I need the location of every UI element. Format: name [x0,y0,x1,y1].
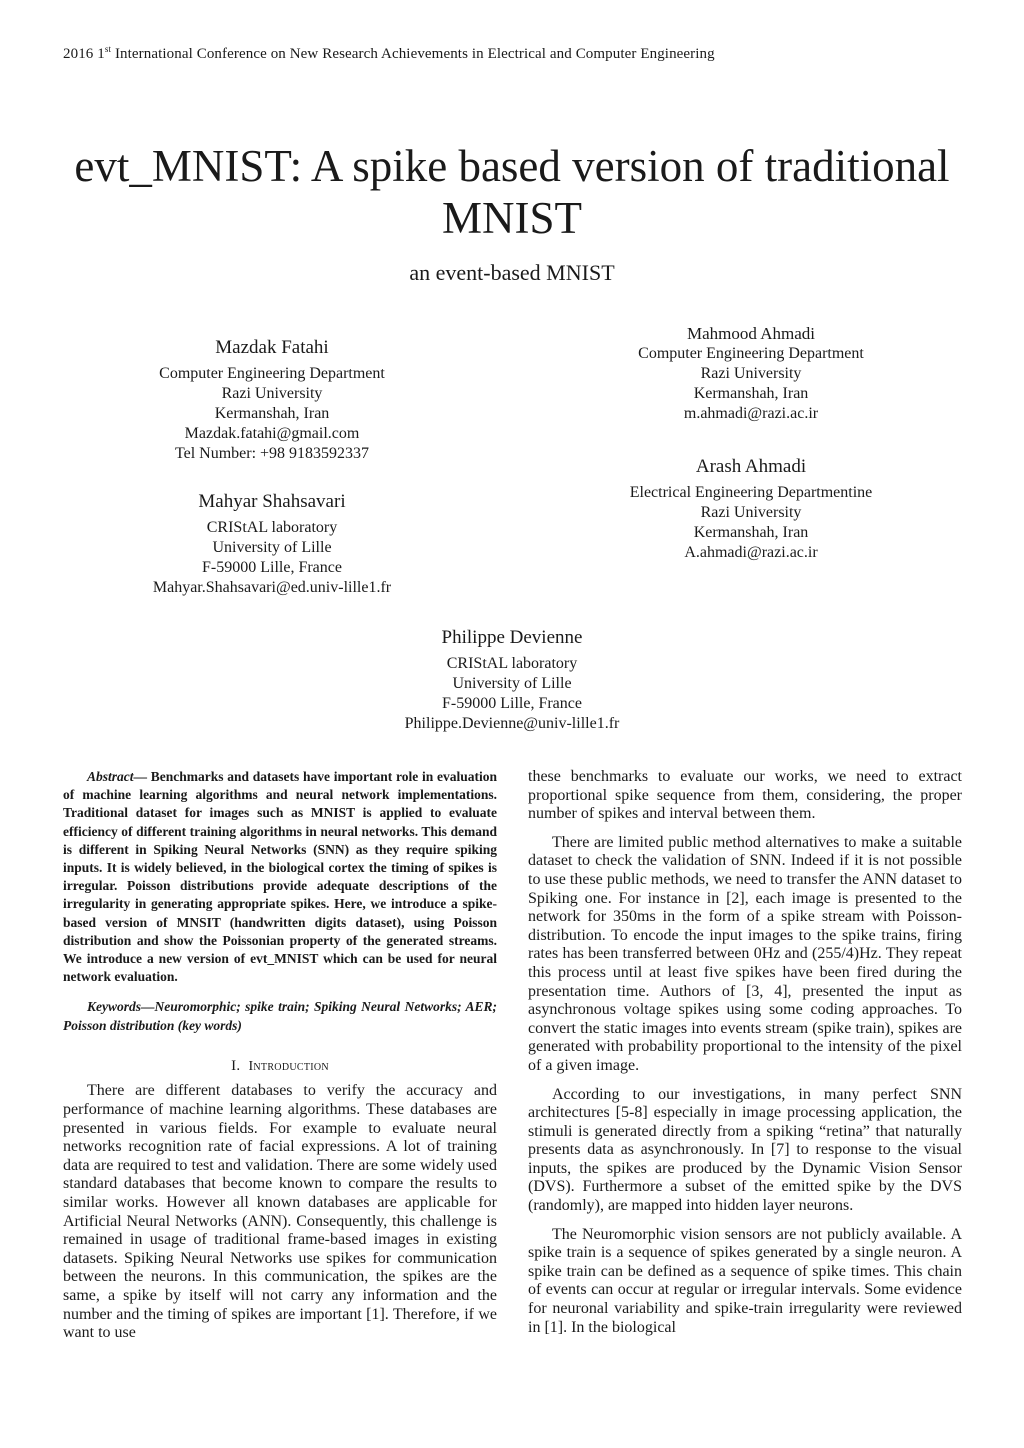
author-email: Mazdak.fatahi@gmail.com [184,425,360,442]
author-email: A.ahmadi@razi.ac.ir [684,544,818,561]
author-block-shahsavari [122,490,422,598]
left-column [63,768,497,1343]
conference-edition: 1 [97,46,105,62]
conference-edition-suffix: st [104,44,112,54]
author-affiliation: CRIStAL laboratory [446,655,578,672]
author-phone: Tel Number: +98 9183592337 [174,445,370,462]
abstract [63,768,497,986]
author-name: Arash Ahmadi [695,456,807,477]
author-university: University of Lille [452,675,572,692]
author-block-arash-ahmadi [601,455,901,563]
author-affiliation: CRIStAL laboratory [206,519,338,536]
author-location: F-59000 Lille, France [202,559,342,576]
author-affiliation: Computer Engineering Department [159,365,385,382]
keywords-text: Neuromorphic; spike train; Spiking Neural Networks; AER; Poisson distribution (key words) [63,999,497,1033]
section-heading-introduction [63,1057,497,1077]
conference-header [63,44,715,63]
author-block-mahmood-ahmadi [601,324,901,424]
body-paragraph: these benchmarks to evaluate our works, we need to extract proportional spike sequence from them, considering, the proper number of spikes and interval between them. [528,768,962,823]
author-location: Kermanshah, Iran [693,524,809,541]
abstract-text: Benchmarks and datasets have important role in evaluation of machine learning algorithms and neural network implementations. Traditional dataset for images such as MNIST is applied to evaluate efficiency of different training algorithms in neural networks. This demand is different in Spiking Neural Networks (SNN) as they require spiking inputs. It is widely believed, in the biological cortex the timing of spikes is irregular. Poisson distributions provide adequate descriptions of the irregularity in generating appropriate spikes. Here, we introduce a spike-based version of MNSIT (handwritten digits dataset), using Poisson distribution and show the Poissonian property of the generated streams. We introduce a new version of evt_MNIST which can be used for neural network evaluation. [63,769,497,985]
section-number: I. [231,1057,241,1074]
author-university: Razi University [700,504,802,521]
abstract-dash: — [133,769,148,784]
author-name: Mahmood Ahmadi [687,324,815,343]
right-column [528,768,962,1347]
conference-name: International Conference on New Research Achievements in Electrical and Computer Engineering [114,46,715,62]
keywords-label: Keywords— [87,999,155,1015]
author-email: Philippe.Devienne@univ-lille1.fr [404,715,620,732]
introduction-paragraph: There are different databases to verify the accuracy and performance of machine learning algorithms. These databases are presented in various fields. For example to evaluate neural networks recognition rate of facial expressions. A lot of training data are required to test and validation. There are some widely used standard databases that become known to compare the results to similar works. However all known databases are applicable for Artificial Neural Networks (ANN). Consequently, this challenge is remained in usage of traditional frame-based images in existing datasets. Spiking Neural Networks use spikes for communication between the neurons. In this communication, the spikes are the same, a spike by itself will not carry any information and the number and the timing of spikes are important [1]. Therefore, if we want to use [63,1082,497,1342]
author-location: F-59000 Lille, France [442,695,582,712]
conference-year: 2016 [63,46,94,62]
author-location: Kermanshah, Iran [214,405,330,422]
author-location: Kermanshah, Iran [693,385,809,402]
author-name: Mazdak Fatahi [215,337,329,358]
author-block-fatahi [122,336,422,464]
introduction-body [63,1082,497,1342]
author-university: University of Lille [212,539,332,556]
author-email: Mahyar.Shahsavari@ed.univ-lille1.fr [152,579,392,596]
author-affiliation: Computer Engineering Department [638,345,864,362]
author-name: Philippe Devienne [441,627,583,648]
author-name: Mahyar Shahsavari [198,491,346,512]
paper-title-line-2: MNIST [441,193,582,243]
body-paragraph: According to our investigations, in many perfect SNN architectures [5-8] especially in image processing application, the stimuli is generated directly from a spiking “retina” that naturally presents data as asynchronously. In [7] to response to the visual inputs, the spikes are produced by the Dynamic Vision Sensor (DVS). Furthermore a subset of the emitted spike by the DVS (randomly), are mapped into hidden layer neurons. [528,1085,962,1215]
author-university: Razi University [700,365,802,382]
body-paragraph: The Neuromorphic vision sensors are not publicly available. A spike train is a sequence of spikes generated by a single neuron. A spike train can be defined as a sequence of spike times. This chain of events can occur at regular or irregular intervals. Some evidence for neuronal variability and spike-train irregularity were reviewed in [1]. In the biological [528,1225,962,1336]
author-university: Razi University [221,385,323,402]
author-block-devienne [362,626,662,734]
title-block [0,140,1024,286]
body-paragraph: There are limited public method alternatives to make a suitable dataset to check the validation of SNN. Indeed if it is not possible to use these public methods, we need to transfer the ANN dataset to Spiking one. For instance in [2], each image is presented to the network for 350ms in the form of a spike stream with Poisson-distribution. To encode the input images to the spike trains, firing rates has been transferred between 0Hz and (255/4)Hz. They repeat this process until at least five spikes have been fired during the presentation time. Authors of [3, 4], presented the input as asynchronous voltage spikes using some coding approaches. To convert the static images into events stream (spike train), spikes are generated with probability proportional to the intensity of the pixel of a given image. [528,833,962,1074]
author-email: m.ahmadi@razi.ac.ir [683,405,819,422]
paper-subtitle: an event-based MNIST [409,260,615,285]
author-affiliation: Electrical Engineering Departmentine [629,484,873,501]
paper-title-line-1: evt_MNIST: A spike based version of traditional [74,141,950,191]
section-title: Introduction [248,1058,329,1074]
keywords [63,998,497,1034]
abstract-label: Abstract [87,769,134,784]
